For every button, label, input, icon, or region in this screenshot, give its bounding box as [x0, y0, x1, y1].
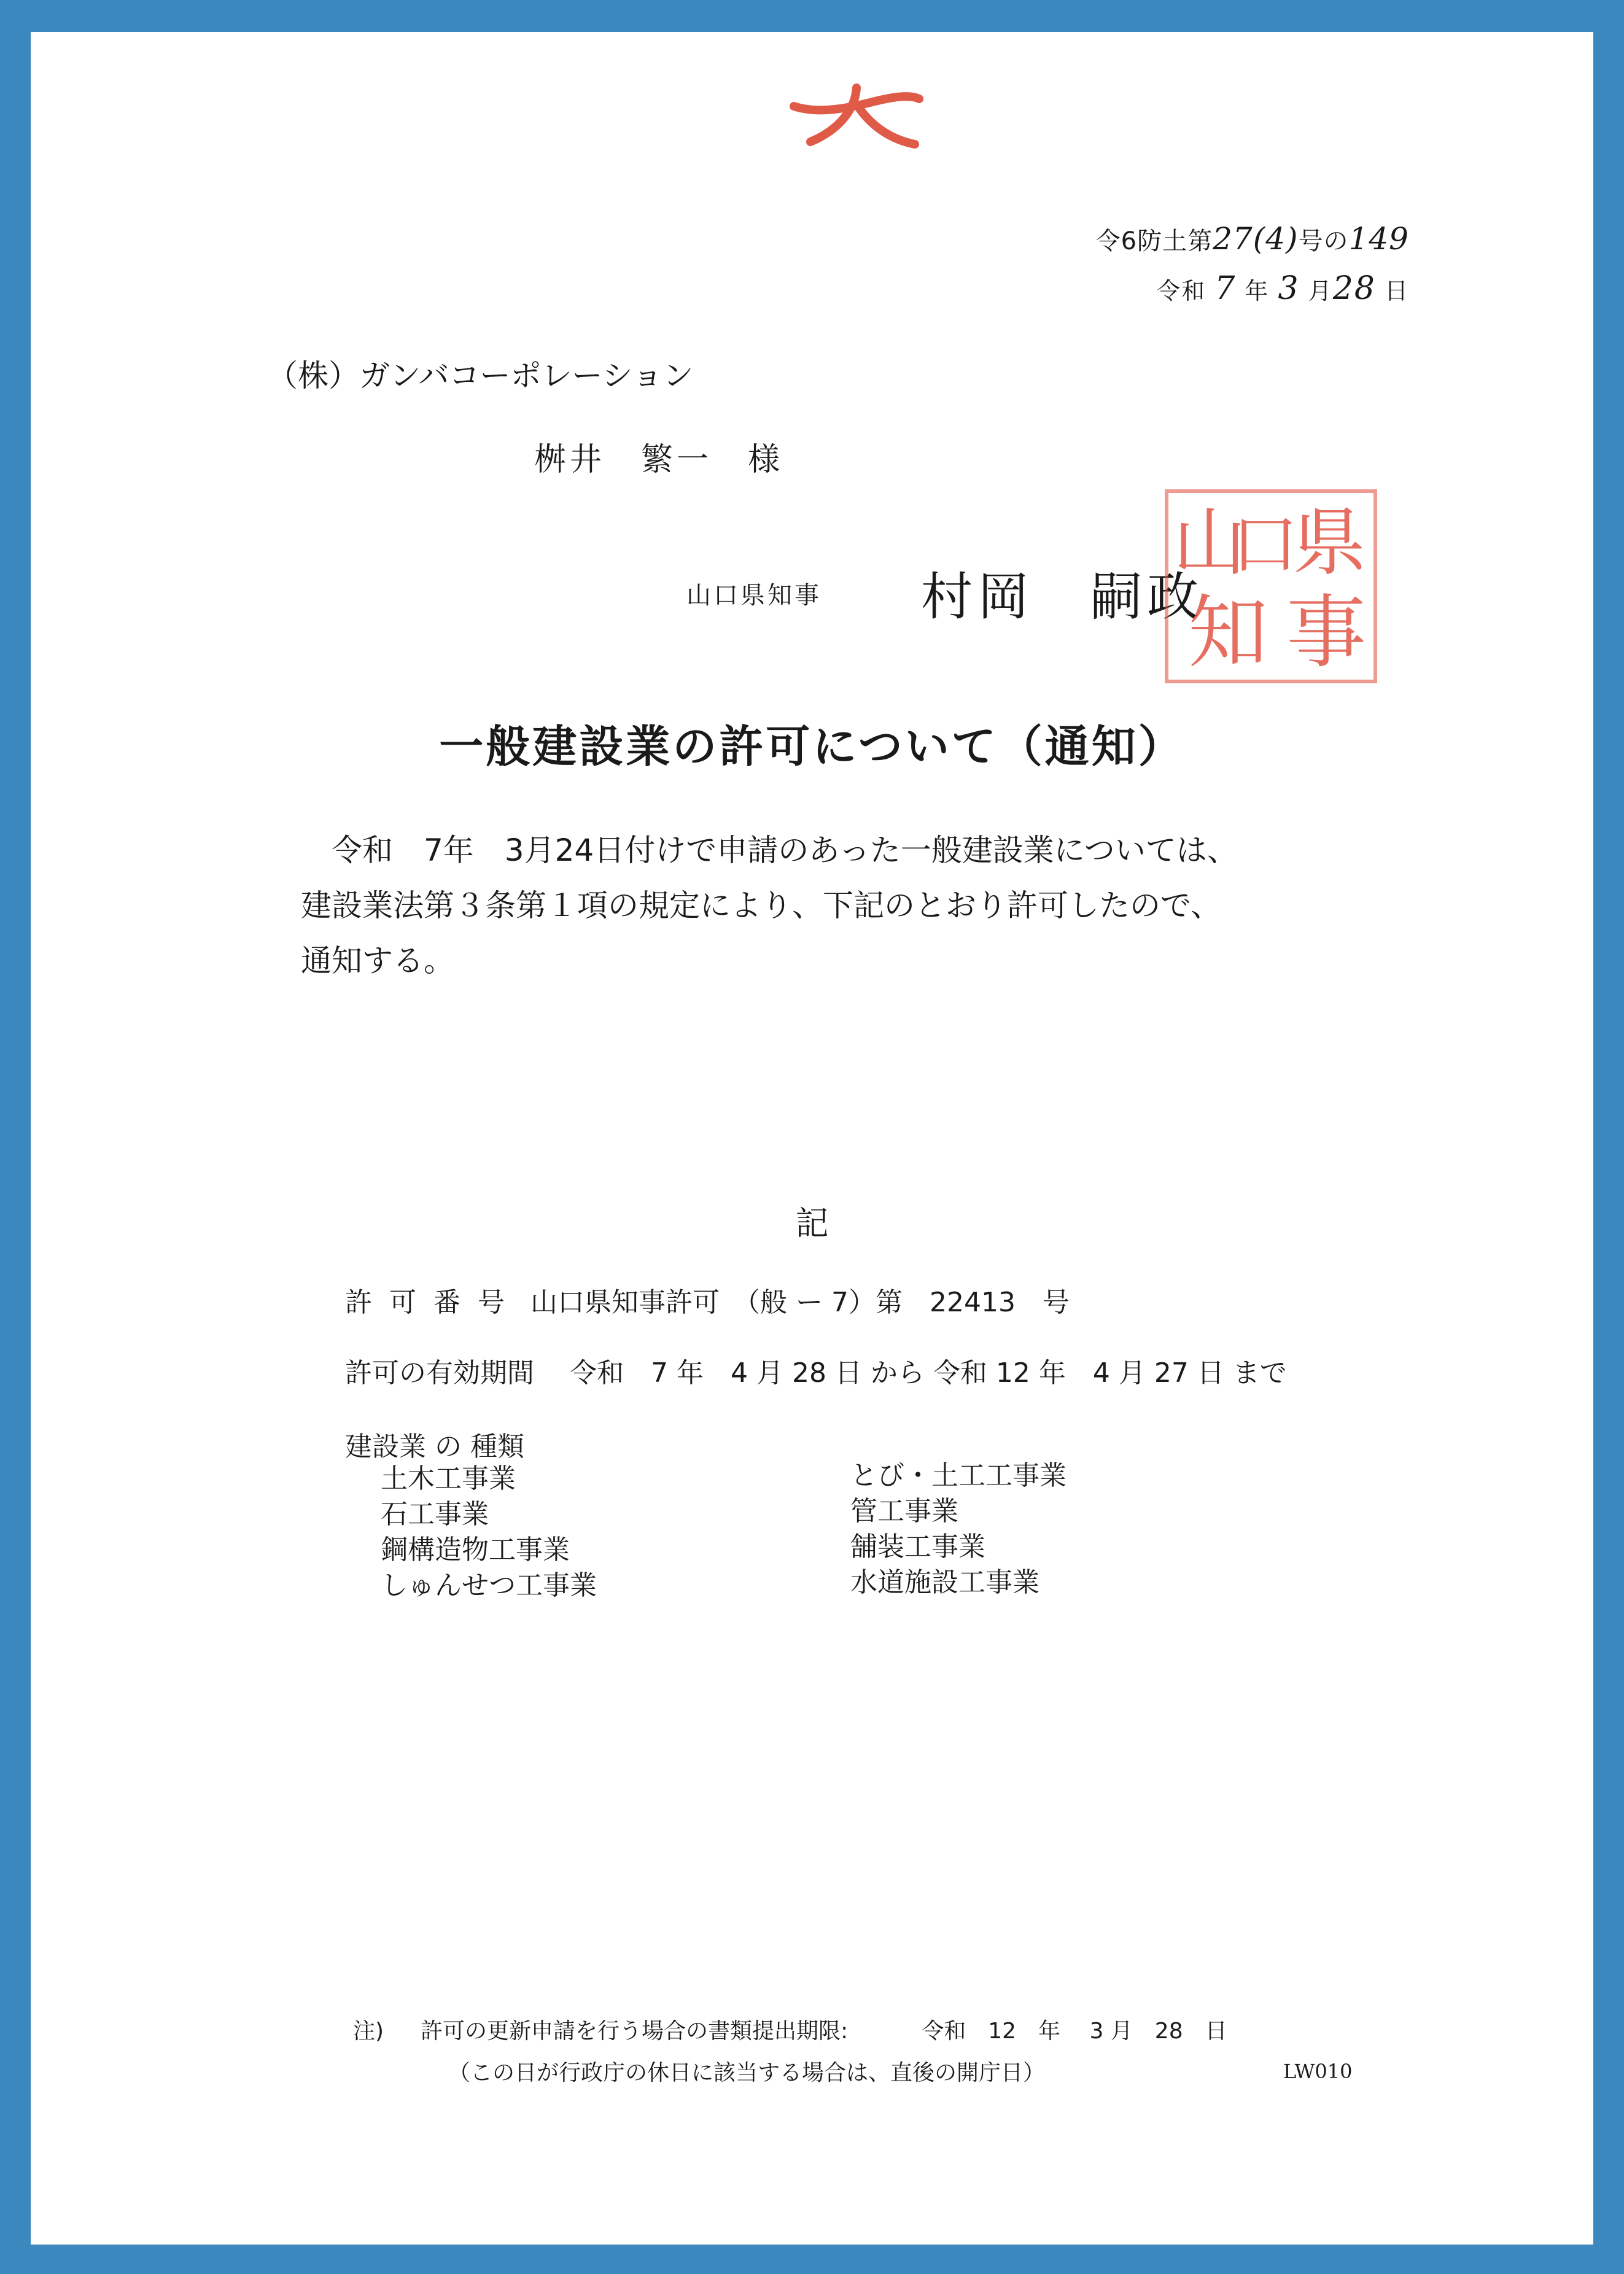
holiday-note: （この日が行政庁の休日に該当する場合は、直後の開庁日） — [448, 2060, 1046, 2086]
list-item: しゅんせつ工事業 — [381, 1570, 597, 1601]
renewal-deadline-note — [353, 2014, 1227, 2045]
date-day: 28 — [1332, 270, 1376, 307]
reference-handwritten-1: 27(4) — [1213, 221, 1299, 257]
reference-mid: 号の — [1298, 227, 1349, 255]
issue-date — [1157, 270, 1409, 307]
list-item: 水道施設工事業 — [850, 1567, 1039, 1598]
list-item: 舗装工事業 — [850, 1531, 985, 1562]
validity-value: 令和 7 年 4 月 28 日 から 令和 12 年 4 月 27 日 まで — [570, 1357, 1287, 1389]
prefecture-emblem-icon — [783, 83, 924, 150]
date-day-unit: 日 — [1384, 277, 1409, 305]
document-title: 一般建設業の許可について（通知） — [439, 721, 1185, 772]
types-label: 建設業 の 種類 — [345, 1431, 524, 1462]
validity-label: 許可の有効期間 — [345, 1357, 534, 1389]
date-month-unit: 月 — [1308, 277, 1333, 305]
body-line-1: 令和 7年 3月24日付けで申請のあった一般建設業については、 — [332, 832, 1238, 868]
list-item: 鋼構造物工事業 — [381, 1534, 570, 1566]
reference-number — [1096, 221, 1409, 257]
deadline-label: 許可の更新申請を行う場合の書類提出期限: — [421, 2019, 849, 2044]
permit-number-label: 許可番号 — [345, 1287, 522, 1318]
works-list-right — [850, 1458, 1066, 1601]
document-paper — [31, 32, 1593, 2245]
svg-text:事: 事 — [1286, 586, 1367, 679]
svg-text:山: 山 — [1173, 500, 1246, 586]
permit-number-value: 山口県知事許可 （般 ー 7）第 22413 号 — [530, 1287, 1070, 1318]
list-item: 石工事業 — [381, 1499, 489, 1530]
sender-name: 村岡 嗣政 — [921, 567, 1204, 627]
reference-prefix: 令6防土第 — [1095, 227, 1213, 255]
notice-body — [301, 823, 1238, 988]
body-line-2: 建設業法第３条第１項の規定により、下記のとおり許可したので、 — [301, 888, 1221, 923]
form-code: LW010 — [1283, 2060, 1353, 2083]
date-year: 7 — [1214, 270, 1237, 307]
note-marker: 注) — [353, 2019, 384, 2044]
list-item: 管工事業 — [850, 1496, 958, 1527]
date-year-unit: 年 — [1245, 277, 1270, 305]
permit-number-row — [345, 1280, 1070, 1319]
svg-text:知: 知 — [1187, 586, 1269, 679]
deadline-value: 令和 12 年 3 月 28 日 — [922, 2019, 1227, 2044]
date-era: 令和 — [1157, 277, 1206, 305]
validity-row — [345, 1351, 1287, 1390]
works-list-left — [381, 1461, 597, 1604]
addressee-company: （株）ガンバコーポレーション — [267, 358, 694, 394]
svg-text:県: 県 — [1292, 500, 1366, 586]
date-month: 3 — [1278, 270, 1300, 307]
svg-text:口: 口 — [1231, 505, 1299, 584]
governor-seal-icon — [1160, 485, 1381, 688]
body-line-3: 通知する。 — [301, 943, 454, 979]
list-item: 土木工事業 — [381, 1463, 516, 1494]
ki-heading: 記 — [795, 1204, 829, 1243]
list-item: とび・土工工事業 — [850, 1460, 1066, 1491]
reference-handwritten-2: 149 — [1348, 221, 1409, 257]
addressee-person: 桝井 繁一 様 — [534, 441, 784, 478]
sender-title: 山口県知事 — [686, 581, 822, 610]
